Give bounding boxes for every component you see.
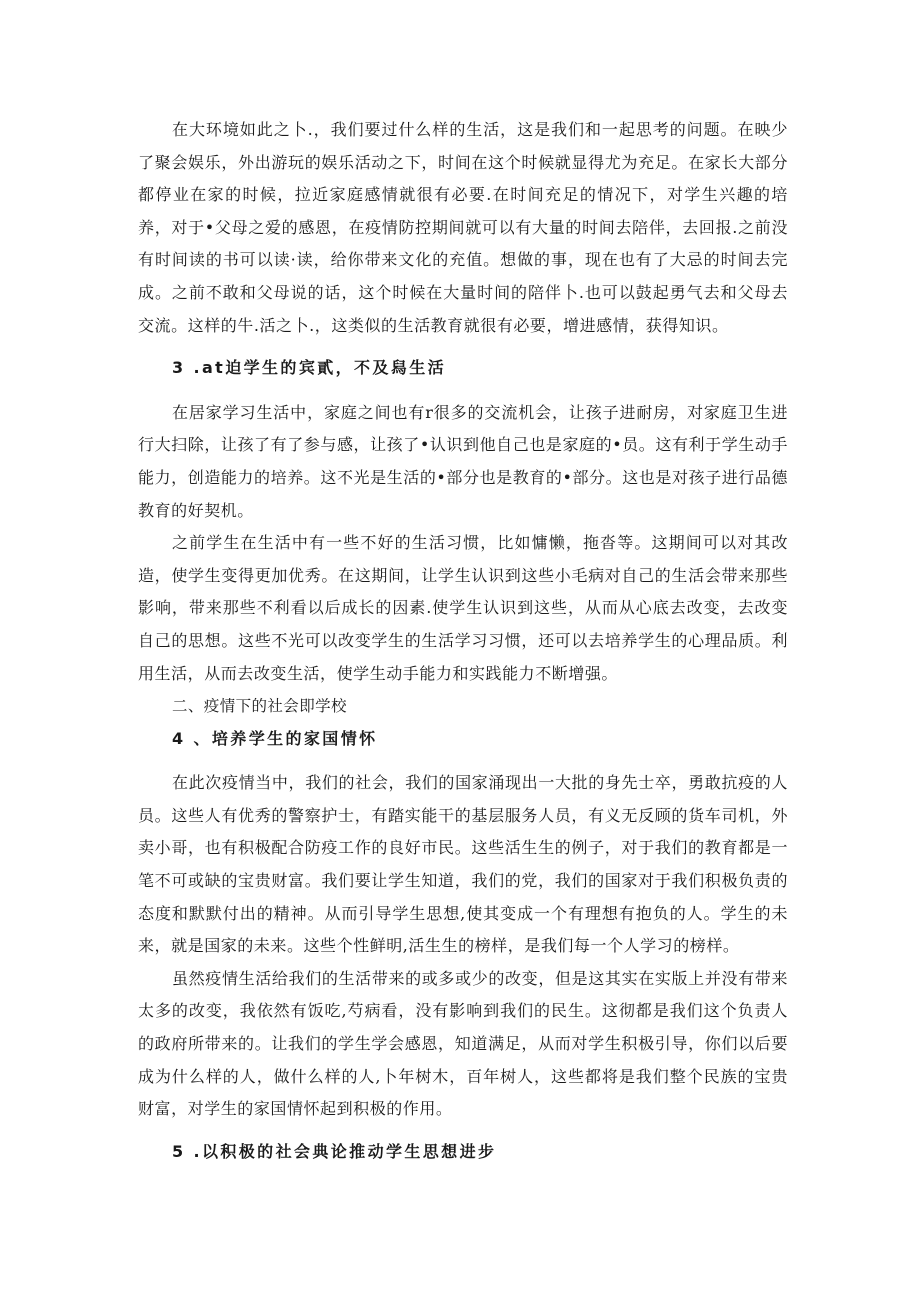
body-paragraph: 在此次疫情当中，我们的社会，我们的国家涌现出一大批的身先士卒，勇敢抗疫的人员。这些人有优秀的警察护士，有踏实能干的基层服务人员，有义无反顾的货车司机，外卖小哥，也有积极配合防疫工作的良好市民。这些活生生的例子，对于我们的教育都是一笔不可或缺的宝贵财富。我们要让学生知道，我们的党，我们的国家对于我们积极负责的态度和默默付出的精神。从而引导学生思想,使其变成一个有理想有抱负的人。学生的未来，就是国家的未来。这些个性鲜明,活生生的榜样，是我们每一个人学习的榜样。 bbox=[138, 773, 788, 956]
document-page bbox=[138, 114, 788, 1168]
body-paragraph: 虽然疫情生活给我们的生活带来的或多或少的改变，但是这其实在实版上并没有带来太多的改变，我依然有饭吃,芍病看，没有影响到我们的民生。这彻都是我们这个负责人的政府所带来的。让我们的学生学会感恩，知道满足，从而对学生积极引导，你们以后要成为什么样的人，做什么样的人,卜年树木，百年树人，这些都将是我们整个民族的宝贵财富，对学生的家国情怀起到积极的作用。 bbox=[138, 968, 788, 1119]
chapter-heading-2: 二、疫情下的社会即学校 bbox=[172, 697, 347, 716]
body-paragraph: 在居家学习生活中，家庭之间也有r很多的交流机会，让孩子进耐房，对家庭卫生进行大扫除，让孩了有了参与感，让孩了•认识到他自己也是家庭的•员。这有利于学生动手能力，创造能力的培养。这不光是生活的•部分也是教育的•部分。这也是对孩子进行品德教育的好契机。 bbox=[138, 402, 788, 520]
body-paragraph: 在大环境如此之卜.，我们要过什么样的生活，这是我们和一起思考的问题。在映少了聚会娱乐，外出游玩的娱乐活动之下，时间在这个时候就显得尤为充足。在家长大部分都停业在家的时候，拉近家庭感情就很有必要.在时间充足的情况下，对学生兴趣的培养，对于•父母之爱的感恩，在疫情防控期间就可以有大量的时间去陪伴，去回报.之前没有时间读的书可以读·读，给你带来文化的充值。想做的事，现在也有了大忌的时间去完成。之前不敢和父母说的话，这个时候在大量时间的陪伴卜.也可以鼓起勇气去和父母去交流。这样的牛.活之卜.，这类似的生活教育就很有必要，增进感情，获得知识。 bbox=[138, 120, 788, 335]
section-heading-5: 5 .以积极的社会典论推动学生思想进步 bbox=[172, 1141, 497, 1161]
body-paragraph: 之前学生在生活中有一些不好的生活习惯，比如慵懒，拖沓等。这期间可以对其改造，使学生变得更加优秀。在这期间，让学生认识到这些小毛病对自己的生活会带来那些影响，带来那些不利看以后成长的因素.使学生认识到这些，从而从心底去改变，去改变自己的思想。这些不光可以改变学生的生活学习习惯，还可以去培养学生的心理品质。利用生活，从而去改变生活，使学生动手能力和实践能力不断增强。 bbox=[138, 533, 788, 683]
section-heading-4: 4 、培养学生的家国情怀 bbox=[172, 728, 378, 748]
section-heading-3: 3 .at迫学生的宾貳，不及舄生活 bbox=[172, 358, 447, 378]
